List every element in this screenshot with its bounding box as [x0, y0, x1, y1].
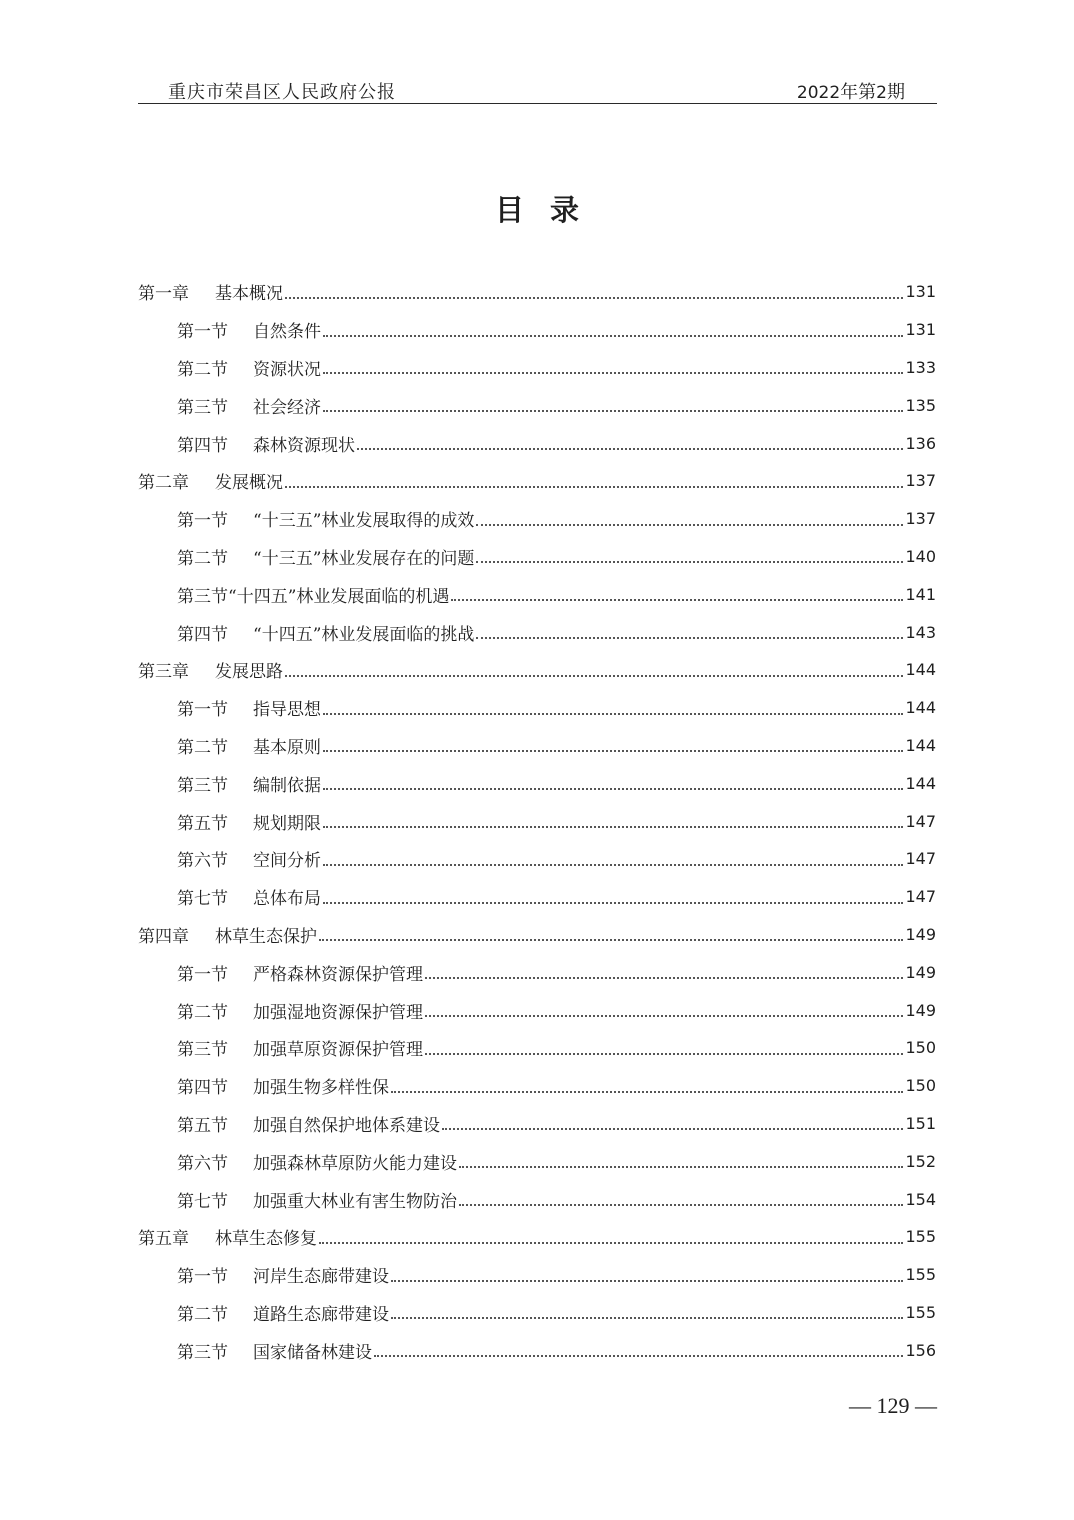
toc-section-entry[interactable]: [138, 1256, 936, 1294]
toc-entry-title: 国家储备林建设: [253, 1342, 372, 1363]
toc-entry-number: 第三节: [177, 1342, 228, 1363]
toc-entry-number: 第二节: [177, 1304, 228, 1325]
issue-number: 2: [876, 83, 887, 103]
toc-entry-number: 第四节: [177, 1078, 228, 1099]
toc-section-entry[interactable]: [138, 1294, 936, 1332]
toc-entry-label: [177, 431, 355, 456]
toc-entry-label: [177, 884, 321, 909]
toc-entry-number: 第一章: [138, 284, 189, 305]
toc-page-number: 156: [905, 1340, 936, 1360]
toc-dot-leader: [285, 675, 903, 677]
toc-entry-label: [177, 317, 321, 342]
toc-dot-leader: [425, 977, 903, 979]
toc-page-number: 150: [905, 1038, 936, 1058]
toc-dot-leader: [323, 713, 903, 715]
toc-page-number: 136: [905, 433, 936, 453]
toc-dot-leader: [285, 486, 903, 488]
toc-entry-label: [177, 1035, 423, 1060]
toc-dot-leader: [425, 1015, 903, 1017]
page-title: 目录: [494, 193, 605, 227]
toc-dot-leader: [476, 637, 903, 639]
toc-entry-title: 加强重大林业有害生物防治: [253, 1191, 457, 1212]
toc-page-number: 155: [905, 1227, 936, 1247]
toc-entry-title: 林草生态保护: [215, 926, 317, 947]
toc-entry-label: [177, 582, 449, 607]
toc-entry-title: 加强森林草原防火能力建设: [253, 1153, 457, 1174]
toc-entry-label: [177, 998, 423, 1023]
toc-entry-label: [138, 922, 317, 947]
toc-section-entry[interactable]: [138, 991, 936, 1029]
toc-entry-label: [138, 279, 283, 304]
toc-entry-title: 空间分析: [253, 851, 321, 872]
toc-entry-title: 森林资源现状: [253, 435, 355, 456]
toc-entry-number: 第七节: [177, 1191, 228, 1212]
toc-dot-leader: [459, 1204, 903, 1206]
toc-chapter-entry[interactable]: [138, 273, 936, 311]
toc-entry-number: 第六节: [177, 1153, 228, 1174]
toc-dot-leader: [323, 410, 903, 412]
toc-dot-leader: [425, 1053, 903, 1055]
toc-dot-leader: [323, 335, 903, 337]
toc-entry-title: “十三五”林业发展取得的成效: [253, 511, 475, 532]
toc-section-entry[interactable]: [138, 538, 936, 576]
toc-entry-label: [177, 809, 321, 834]
toc-entry-title: 总体布局: [253, 889, 321, 910]
toc-section-entry[interactable]: [138, 311, 936, 349]
toc-entry-number: 第三节: [177, 1040, 228, 1061]
toc-page-number: 144: [905, 660, 936, 680]
toc-page-number: 151: [905, 1113, 936, 1133]
toc-entry-label: [177, 1262, 389, 1287]
toc-entry-label: [177, 1300, 389, 1325]
toc-entry-title: 自然条件: [253, 322, 321, 343]
toc-entry-number: 第五章: [138, 1229, 189, 1250]
toc-page-number: 131: [905, 282, 936, 302]
toc-section-entry[interactable]: [138, 953, 936, 991]
toc-entry-label: [177, 695, 321, 720]
toc-entry-title: 发展思路: [215, 662, 283, 683]
toc-section-entry[interactable]: [138, 575, 936, 613]
running-header: [138, 76, 937, 104]
toc-page-number: 150: [905, 1076, 936, 1096]
toc-entry-number: 第一节: [177, 1267, 228, 1288]
toc-page-number: 154: [905, 1189, 936, 1209]
toc-chapter-entry[interactable]: [138, 916, 936, 954]
toc-page-number: 135: [905, 395, 936, 415]
toc-page-number: 143: [905, 622, 936, 642]
toc-chapter-entry[interactable]: [138, 651, 936, 689]
toc-entry-number: 第六节: [177, 851, 228, 872]
toc-entry-number: 第七节: [177, 889, 228, 910]
issue-mid-text: 年第: [840, 82, 877, 103]
issue-year: 2022: [796, 83, 841, 103]
toc-entry-label: [177, 355, 321, 380]
toc-entry-title: 加强自然保护地体系建设: [253, 1115, 440, 1136]
toc-entry-label: [177, 771, 321, 796]
toc-entry-label: [177, 1111, 440, 1136]
toc-dot-leader: [391, 1091, 903, 1093]
table-of-contents: [138, 273, 936, 1369]
toc-entry-number: 第四节: [177, 435, 228, 456]
toc-entry-number: 第五节: [177, 813, 228, 834]
toc-dot-leader: [451, 599, 903, 601]
toc-dot-leader: [319, 1242, 903, 1244]
toc-page-number: 155: [905, 1302, 936, 1322]
toc-dot-leader: [476, 524, 903, 526]
toc-section-entry[interactable]: [138, 1105, 936, 1143]
toc-section-entry[interactable]: [138, 1067, 936, 1105]
toc-entry-number: 第二节: [177, 1002, 228, 1023]
toc-entry-title: 社会经济: [253, 397, 321, 418]
toc-page-number: 133: [905, 357, 936, 377]
toc-entry-label: [177, 1149, 457, 1174]
toc-page-number: 140: [905, 546, 936, 566]
toc-entry-label: [177, 544, 474, 569]
toc-entry-number: 第四章: [138, 926, 189, 947]
toc-entry-number: 第二节: [177, 737, 228, 758]
toc-entry-title: 严格森林资源保护管理: [253, 964, 423, 985]
toc-page-number: 144: [905, 735, 936, 755]
toc-page-number: 131: [905, 320, 936, 340]
toc-entry-title: 基本原则: [253, 737, 321, 758]
toc-section-entry[interactable]: [138, 1142, 936, 1180]
toc-entry-title: 道路生态廊带建设: [253, 1304, 389, 1325]
toc-section-entry[interactable]: [138, 727, 936, 765]
toc-section-entry[interactable]: [138, 840, 936, 878]
toc-entry-number: 第三节: [177, 586, 228, 607]
toc-entry-number: 第二节: [177, 359, 228, 380]
toc-entry-title: 加强草原资源保护管理: [253, 1040, 423, 1061]
toc-entry-label: [138, 468, 283, 493]
toc-dot-leader: [391, 1317, 903, 1319]
toc-entry-title: 规划期限: [253, 813, 321, 834]
toc-dot-leader: [323, 372, 903, 374]
toc-entry-number: 第四节: [177, 624, 228, 645]
toc-page-number: 147: [905, 849, 936, 869]
toc-page-number: 137: [905, 509, 936, 529]
toc-entry-label: [138, 1224, 317, 1249]
toc-page-number: 155: [905, 1265, 936, 1285]
toc-section-entry[interactable]: [138, 689, 936, 727]
toc-dot-leader: [391, 1280, 903, 1282]
toc-dot-leader: [459, 1166, 903, 1168]
toc-dot-leader: [323, 902, 903, 904]
toc-section-entry[interactable]: [138, 1029, 936, 1067]
toc-dot-leader: [374, 1355, 903, 1357]
toc-entry-label: [138, 657, 283, 682]
toc-section-entry[interactable]: [138, 878, 936, 916]
toc-entry-label: [177, 506, 474, 531]
toc-page-number: 137: [905, 471, 936, 491]
toc-entry-number: 第五节: [177, 1115, 228, 1136]
toc-dot-leader: [319, 939, 903, 941]
toc-dot-leader: [323, 750, 903, 752]
toc-page-number: 141: [905, 584, 936, 604]
toc-entry-title: 河岸生态廊带建设: [253, 1267, 389, 1288]
toc-section-entry[interactable]: [138, 802, 936, 840]
toc-page-number: 149: [905, 962, 936, 982]
toc-entry-number: 第一节: [177, 700, 228, 721]
toc-dot-leader: [442, 1128, 903, 1130]
toc-section-entry[interactable]: [138, 764, 936, 802]
toc-entry-number: 第三节: [177, 397, 228, 418]
toc-chapter-entry[interactable]: [138, 1218, 936, 1256]
publication-name: 重庆市荣昌区人民政府公报: [168, 82, 396, 103]
toc-dot-leader: [357, 448, 903, 450]
issue-label: [797, 78, 905, 104]
toc-entry-label: [177, 393, 321, 418]
toc-dot-leader: [285, 297, 903, 299]
toc-entry-number: 第三章: [138, 662, 189, 683]
toc-entry-title: 编制依据: [253, 775, 321, 796]
toc-section-entry[interactable]: [138, 500, 936, 538]
toc-page-number: 144: [905, 698, 936, 718]
toc-entry-title: 指导思想: [253, 700, 321, 721]
toc-entry-title: 发展概况: [215, 473, 283, 494]
toc-entry-label: [177, 733, 321, 758]
toc-dot-leader: [323, 826, 903, 828]
toc-entry-title: “十三五”林业发展存在的问题: [253, 548, 475, 569]
toc-entry-number: 第一节: [177, 511, 228, 532]
toc-page-number: 152: [905, 1151, 936, 1171]
toc-entry-label: [177, 846, 321, 871]
toc-entry-label: [177, 1338, 372, 1363]
toc-entry-label: [177, 1187, 457, 1212]
toc-dot-leader: [476, 561, 903, 563]
toc-entry-label: [177, 620, 474, 645]
toc-entry-title: 林草生态修复: [215, 1229, 317, 1250]
toc-section-entry[interactable]: [138, 349, 936, 387]
page-number: — 129 —: [849, 1393, 937, 1418]
toc-page-number: 147: [905, 811, 936, 831]
toc-section-entry[interactable]: [138, 613, 936, 651]
toc-section-entry[interactable]: [138, 424, 936, 462]
toc-dot-leader: [323, 788, 903, 790]
toc-entry-number: 第二节: [177, 548, 228, 569]
toc-section-entry[interactable]: [138, 1180, 936, 1218]
toc-entry-number: 第二章: [138, 473, 189, 494]
toc-page-number: 144: [905, 773, 936, 793]
toc-section-entry[interactable]: [138, 1331, 936, 1369]
toc-entry-title: “十四五”林业发展面临的挑战: [253, 624, 475, 645]
toc-entry-title: 加强生物多样性保: [253, 1078, 389, 1099]
toc-entry-number: 第三节: [177, 775, 228, 796]
toc-page-number: 149: [905, 1000, 936, 1020]
toc-entry-number: 第一节: [177, 964, 228, 985]
toc-chapter-entry[interactable]: [138, 462, 936, 500]
toc-entry-title: 加强湿地资源保护管理: [253, 1002, 423, 1023]
toc-entry-label: [177, 960, 423, 985]
toc-entry-title: 资源状况: [253, 359, 321, 380]
toc-entry-title: “十四五”林业发展面临的机遇: [228, 586, 450, 607]
toc-page-number: 147: [905, 887, 936, 907]
issue-end-text: 期: [887, 82, 905, 103]
toc-entry-label: [177, 1073, 389, 1098]
toc-entry-number: 第一节: [177, 322, 228, 343]
toc-section-entry[interactable]: [138, 386, 936, 424]
toc-dot-leader: [323, 864, 903, 866]
toc-entry-title: 基本概况: [215, 284, 283, 305]
toc-page-number: 149: [905, 924, 936, 944]
